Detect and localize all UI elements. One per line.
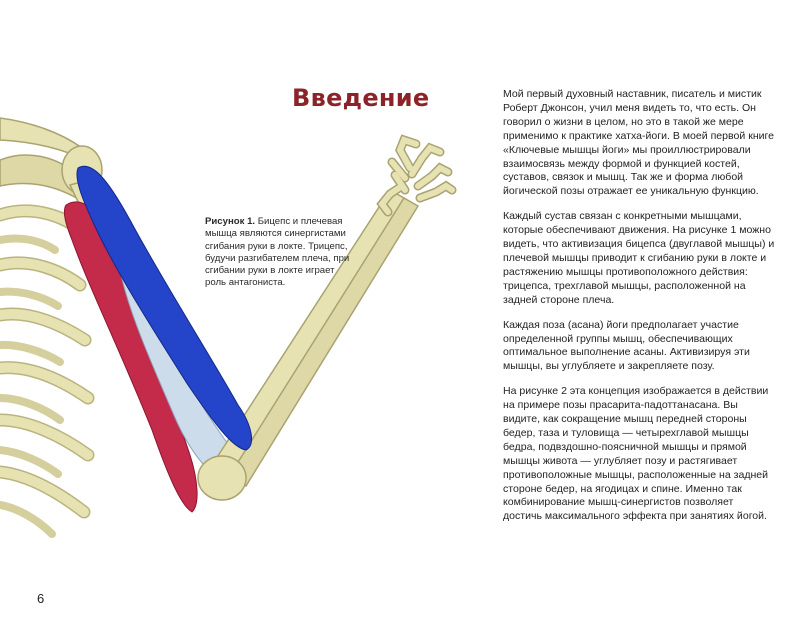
paragraph-2: Каждый сустав связан с конкретными мышцами, которые обеспечивают движения. На рисунке 1 можно видеть, что активизация бицепса (двуглавой мышцы) и плечевой мышцы приводит к сгибанию руки в локте и растяжению мышцы противоположного действия: трицепса, трехглавой мышцы, расположенной на задней стороне плеча.	[503, 210, 775, 306]
figure-caption-text: Бицепс и плечевая мышца являются синергистами сгибания руки в локте. Трицепс, будучи разгибателем плеча, при сгибании руки в локте играет роль антагониста.	[205, 216, 350, 289]
page-number: 6	[37, 591, 45, 606]
body-text-column	[503, 88, 775, 535]
figure-caption	[205, 216, 355, 290]
rib-cage	[0, 211, 88, 534]
paragraph-1: Мой первый духовный наставник, писатель и мистик Роберт Джонсон, учил меня видеть то, что есть. Он говорил о жизни в целом, но это в такой же мере применимо к практике хатха-йоги. В моей первой книге «Ключевые мышцы йоги» мы проиллюстрировали взаимосвязь между формой и функцией костей, суставов, связок и мышц. Так же и форма любой йогической позы отражает ее уникальную функцию.	[503, 88, 775, 198]
paragraph-4: На рисунке 2 эта концепция изображается в действии на примере позы прасарита-падоттанасана. Вы видите, как сокращение мышц передней стороны бедер, таза и туловища — четырехглавой мышцы бедра, подвздошно-поясничной мышцы и прямой мышцы живота — углубляет позу и растягивает противоположные мышцы, расположенные на задней стороне бедер, на ягодицах и спине. Именно так комбинирование мышц-синергистов позволяет достичь максимального эффекта при занятиях йогой.	[503, 385, 769, 523]
figure-label: Рисунок 1.	[205, 216, 256, 227]
page-title: Введение	[292, 84, 430, 112]
paragraph-3: Каждая поза (асана) йоги предполагает участие определенной группы мышц, обеспечивающих оптимальное выполнение асаны. Активизируя эти мышцы, вы углубляете и закрепляете позу.	[503, 318, 750, 373]
